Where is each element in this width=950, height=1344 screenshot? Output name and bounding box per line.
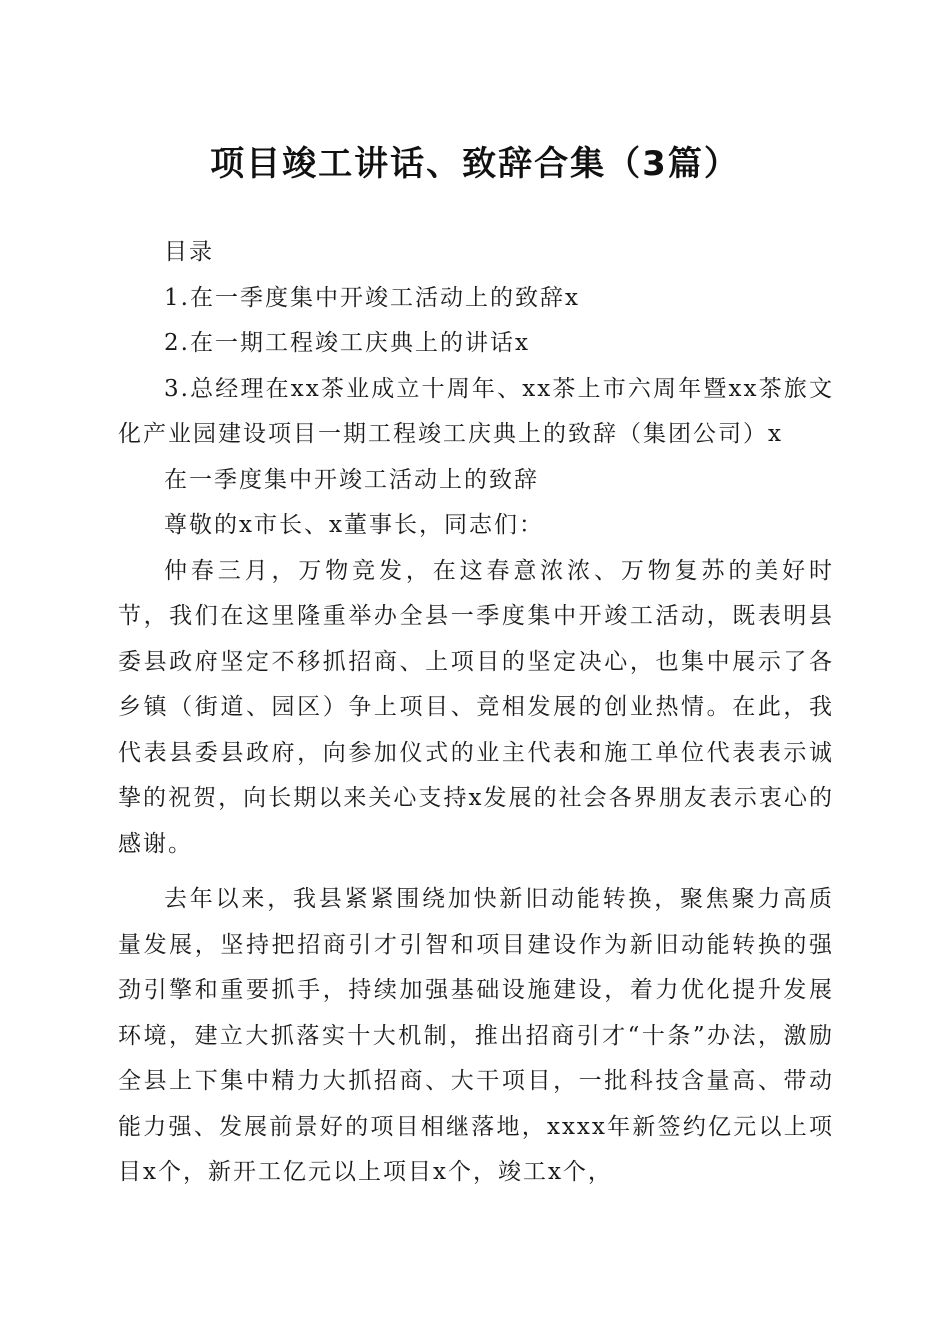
toc-item: 1.在一季度集中开竣工活动上的致辞x bbox=[164, 284, 580, 311]
toc-item: 2.在一期工程竣工庆典上的讲话x bbox=[164, 330, 530, 356]
document-body bbox=[118, 230, 834, 1196]
body-paragraph: 去年以来，我县紧紧围绕加快新旧动能转换，聚焦聚力高质量发展，坚持把招商引才引智和项目建设作为新旧动能转换的强劲引擎和重要抓手，持续加强基础设施建设，着力优化提升发展环境，建立大抓落实十大机制，推出招商引才“十条”办法，激励全县上下集中精力大抓招商、大干项目，一批科技含量高、带动能力强、发展前景好的项目相继落地，xxxx年新签约亿元以上项目x个，新开工亿元以上项目x个，竣工x个， bbox=[118, 886, 834, 1185]
toc-heading: 目录 bbox=[164, 239, 214, 265]
section-title: 在一季度集中开竣工活动上的致辞 bbox=[164, 466, 539, 493]
toc-item: 3.总经理在xx茶业成立十周年、xx茶上市六周年暨xx茶旅文化产业园建设项目一期工程竣工庆典上的致辞（集团公司）x bbox=[118, 375, 834, 447]
salutation: 尊敬的x市长、x董事长，同志们： bbox=[164, 512, 544, 538]
body-paragraph: 仲春三月，万物竞发，在这春意浓浓、万物复苏的美好时节，我们在这里隆重举办全县一季度集中开竣工活动，既表明县委县政府坚定不移抓招商、上项目的坚定决心，也集中展示了各乡镇（街道、园区）争上项目、竞相发展的创业热情。在此，我代表县委县政府，向参加仪式的业主代表和施工单位代表表示诚挚的祝贺，向长期以来关心支持x发展的社会各界朋友表示衷心的感谢。 bbox=[118, 557, 834, 857]
document-title: 项目竣工讲话、致辞合集（3篇） bbox=[210, 144, 740, 184]
